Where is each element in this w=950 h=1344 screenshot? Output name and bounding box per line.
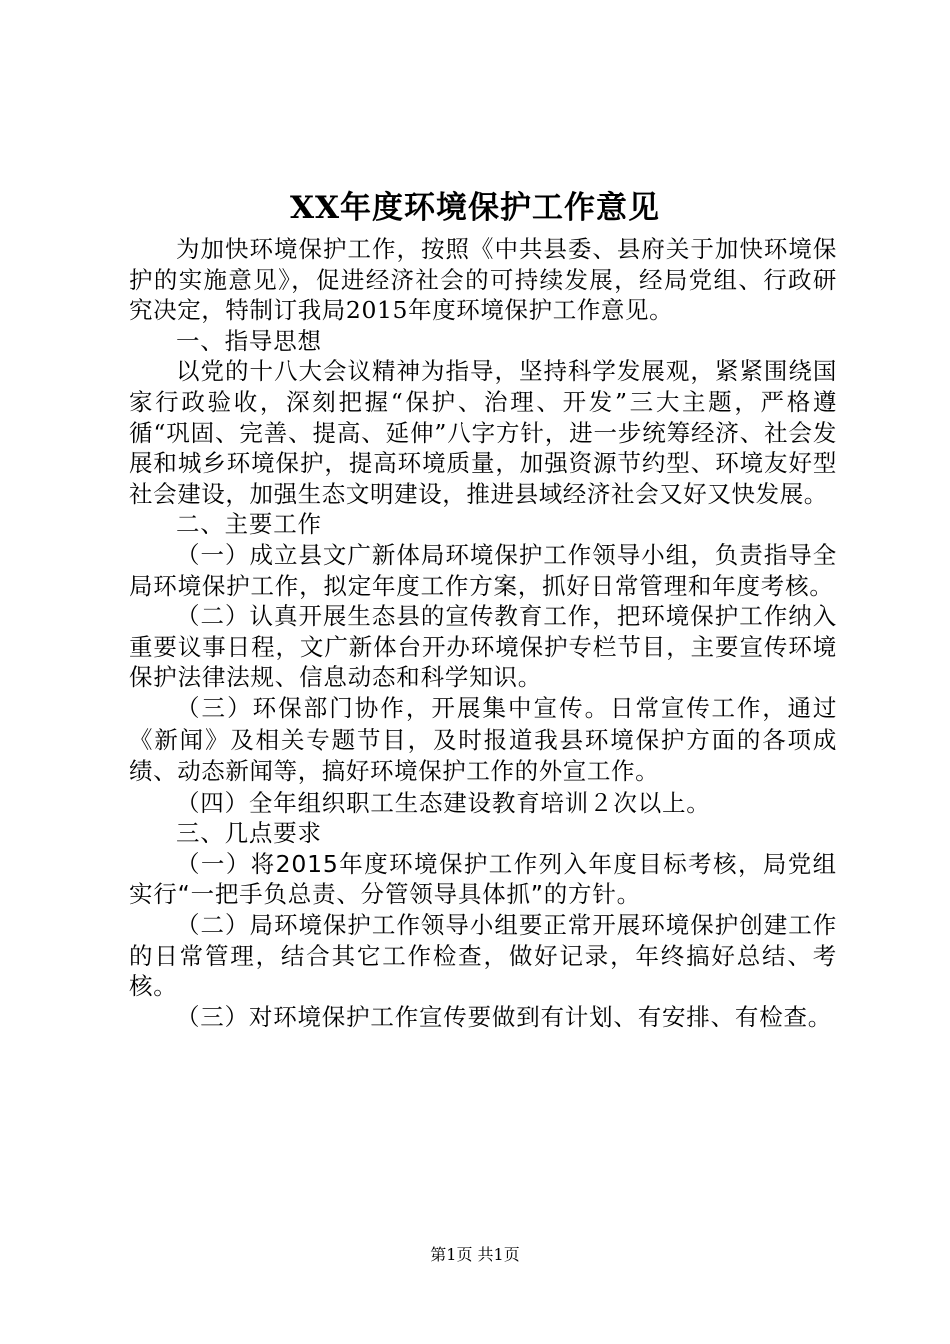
requirement-item-1: （一）将2015年度环境保护工作列入年度目标考核，局党组实行“一把手负总责、分管领导具体抓”的方针。: [129, 849, 837, 909]
main-work-item-4: （四）全年组织职工生态建设教育培训２次以上。: [176, 788, 711, 817]
main-work-item-1: （一）成立县文广新体局环境保护工作领导小组，负责指导全局环境保护工作，拟定年度工作方案，抓好日常管理和年度考核。: [129, 540, 837, 600]
section-heading-requirements: 三、几点要求: [176, 819, 322, 848]
page-footer: 第1页 共1页: [430, 1245, 520, 1264]
requirement-item-2: （二）局环境保护工作领导小组要正常开展环境保护创建工作的日常管理，结合其它工作检查，做好记录，年终搞好总结、考核。: [129, 911, 837, 1001]
main-work-item-3: [129, 693, 837, 788]
guiding-ideology-paragraph: 以党的十八大会议精神为指导，坚持科学发展观，紧紧围绕国家行政验收，深刻把握“保护、治理、开发”三大主题，严格遵循“巩固、完善、提高、延伸”八字方针，进一步统筹经济、社会发展和城乡环境保护，提高环境质量，加强资源节约型、环境友好型社会建设，加强生态文明建设，推进县域经济社会又好又快发展。: [129, 357, 837, 508]
intro-paragraph: 为加快环境保护工作，按照《中共县委、县府关于加快环境保护的实施意见》，促进经济社会的可持续发展，经局党组、行政研究决定，特制订我局2015年度环境保护工作意见。: [129, 235, 837, 325]
main-work-item-2: （二）认真开展生态县的宣传教育工作，把环境保护工作纳入重要议事日程，文广新体台开办环境保护专栏节目，主要宣传环境保护法律法规、信息动态和科学知识。: [129, 602, 837, 692]
section-heading-guiding-ideology: 一、指导思想: [176, 326, 322, 355]
main-work-item-3-lead: （三）环保部门协作，开展集中宣传。: [176, 693, 611, 722]
requirement-item-3: （三）对环境保护工作宣传要做到有计划、有安排、有检查。: [176, 1002, 833, 1031]
document-title: XX年度环境保护工作意见: [289, 190, 661, 226]
section-heading-main-work: 二、主要工作: [176, 510, 322, 539]
document-body: [129, 234, 837, 1032]
main-work-item-3-rest: 日常宣传工作，通过《新闻》及相关专题节目，及时报道我县环境保护方面的各项成绩、动态新闻等，搞好环境保护工作的外宣工作。: [129, 693, 837, 786]
